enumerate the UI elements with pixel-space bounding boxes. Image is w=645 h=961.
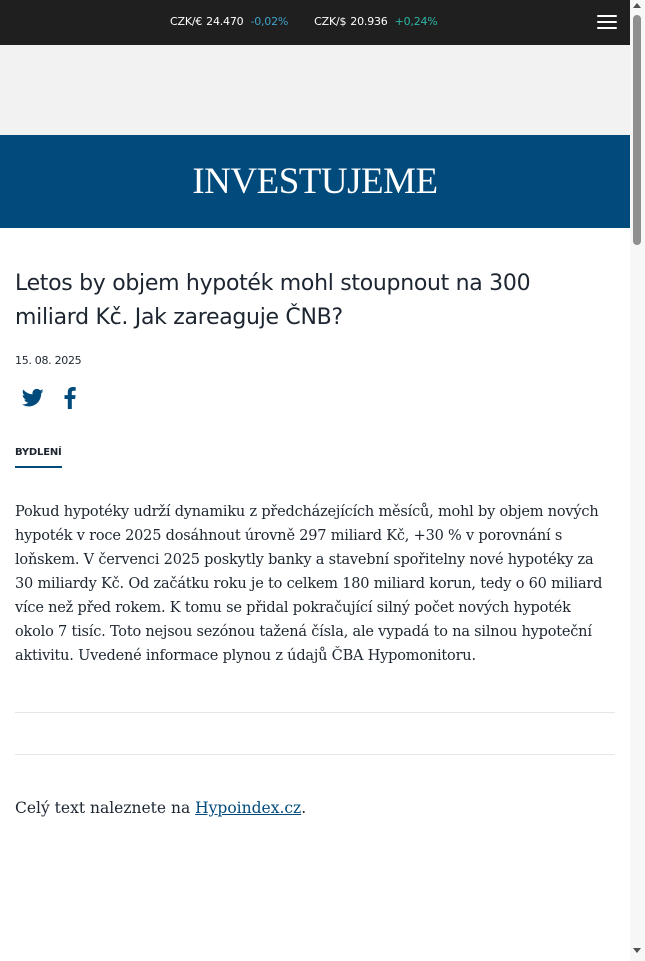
- site-logo[interactable]: INVESTUJEME: [192, 161, 438, 202]
- category-tag[interactable]: BYDLENÍ: [15, 447, 62, 468]
- article-body: Pokud hypotéky udrží dynamiku z předcházejících měsíců, mohl by objem nových hypoték v roce 2025 dosáhnout úrovně 297 miliard Kč, +30 % v porovnání s loňskem. V červenci 2025 poskytly banky a stavební spořitelny nové hypotéky za 30 miliardy Kč. Od začátku roku je to celkem 180 miliard korun, tedy o 60 miliard více než před rokem. K tomu se přidal pokračující silný počet nových hypoték okolo 7 tisíc. Toto nejsou sezónou tažená čísla, ale vypadá to na silnou hypoteční aktivitu. Uvedené informace plynou z údajů ČBA Hypomonitoru.: [15, 504, 603, 664]
- rate-pair: CZK/$: [314, 15, 347, 28]
- rate-change: -0,02%: [250, 15, 289, 28]
- rate-change: +0,24%: [394, 15, 438, 28]
- rate-eur: [170, 15, 288, 31]
- source-suffix: .: [301, 799, 307, 817]
- hamburger-menu-icon[interactable]: [597, 14, 617, 31]
- scroll-up-arrow-icon[interactable]: [633, 3, 641, 8]
- menu-line: [597, 15, 617, 17]
- rate-pair: CZK/€: [170, 15, 203, 28]
- article-title: Letos by objem hypoték mohl stoupnout na 300 miliard Kč. Jak zareaguje ČNB?: [15, 271, 531, 330]
- rate-usd: [314, 15, 437, 31]
- source-line: [15, 796, 306, 820]
- divider: [15, 754, 615, 755]
- source-prefix: Celý text naleznete na: [15, 799, 196, 817]
- exchange-rates: [170, 15, 438, 31]
- facebook-icon[interactable]: [62, 387, 78, 409]
- top-bar: [0, 0, 630, 45]
- scrollbar[interactable]: [630, 0, 645, 961]
- twitter-icon[interactable]: [22, 388, 44, 408]
- rate-value: 24.470: [206, 15, 244, 28]
- scroll-down-arrow-icon[interactable]: [633, 948, 641, 953]
- source-link[interactable]: Hypoindex.cz: [195, 799, 302, 817]
- divider: [15, 712, 615, 713]
- menu-line: [597, 27, 617, 29]
- scrollbar-thumb[interactable]: [633, 15, 641, 245]
- rate-value: 20.936: [350, 15, 388, 28]
- article-date: 15. 08. 2025: [15, 354, 82, 367]
- menu-line: [597, 21, 617, 23]
- ad-placeholder: [0, 45, 630, 135]
